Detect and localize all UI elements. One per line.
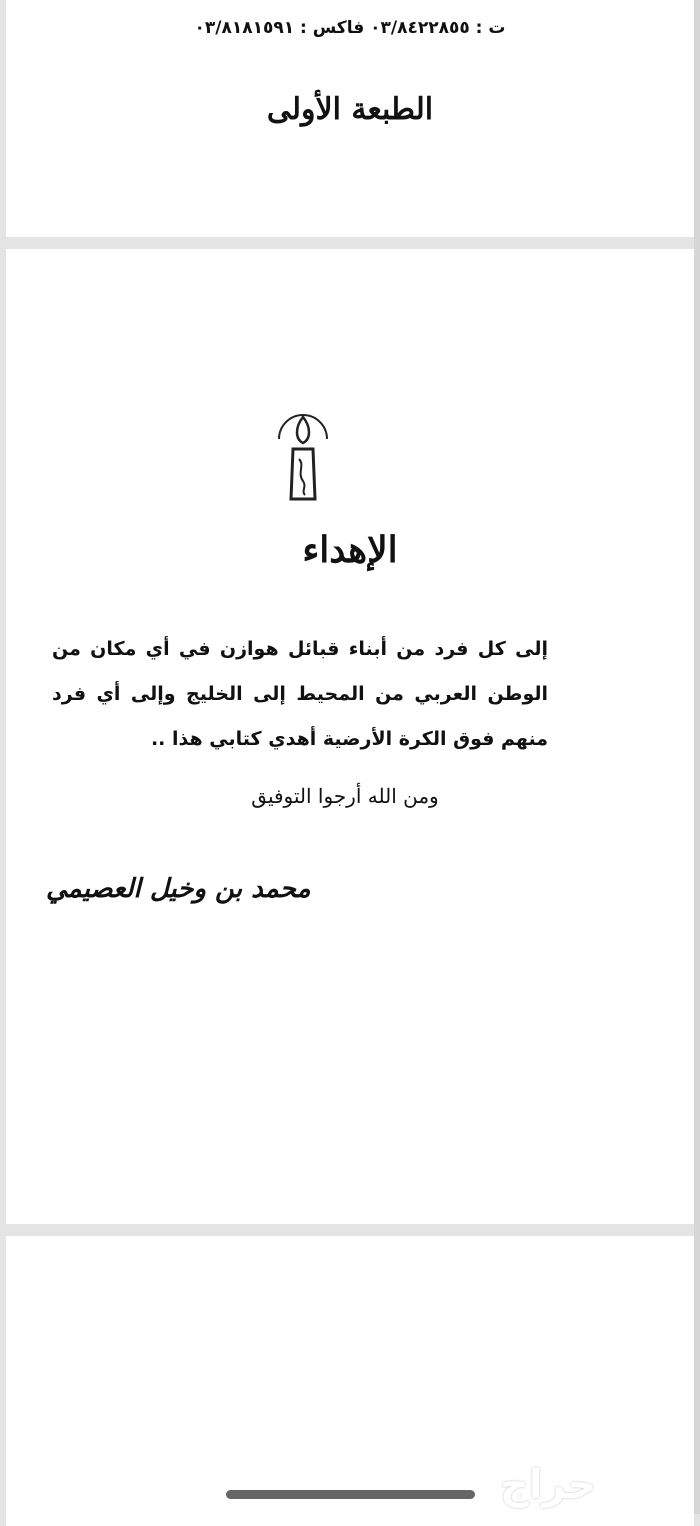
page-1 <box>6 0 694 237</box>
dedication-title: الإهداء <box>302 529 398 571</box>
closing-line <box>6 784 694 808</box>
watermark-logo: حراج <box>500 1462 597 1508</box>
page-2-dedication <box>6 249 694 1224</box>
page-edge <box>694 0 700 1514</box>
home-indicator[interactable] <box>226 1490 475 1499</box>
author-signature: محمد بن وخيل العصيمي <box>46 874 311 904</box>
closing-text: ومن الله أرجوا التوفيق <box>251 784 439 808</box>
dedication-text: إلى كل فرد من أبناء قبائل هوازن في أي مكان من الوطن العربي من المحيط إلى الخليج وإلى أي فرد منهم فوق الكرة الأرضية أهدي كتابي هذا .. <box>52 638 548 750</box>
contact-line: ت : ٠٣/٨٤٢٢٨٥٥ فاكس : ٠٣/٨١٨١٥٩١ <box>194 18 506 38</box>
candle-icon <box>271 399 335 509</box>
edition-heading: الطبعة الأولى <box>266 92 434 127</box>
